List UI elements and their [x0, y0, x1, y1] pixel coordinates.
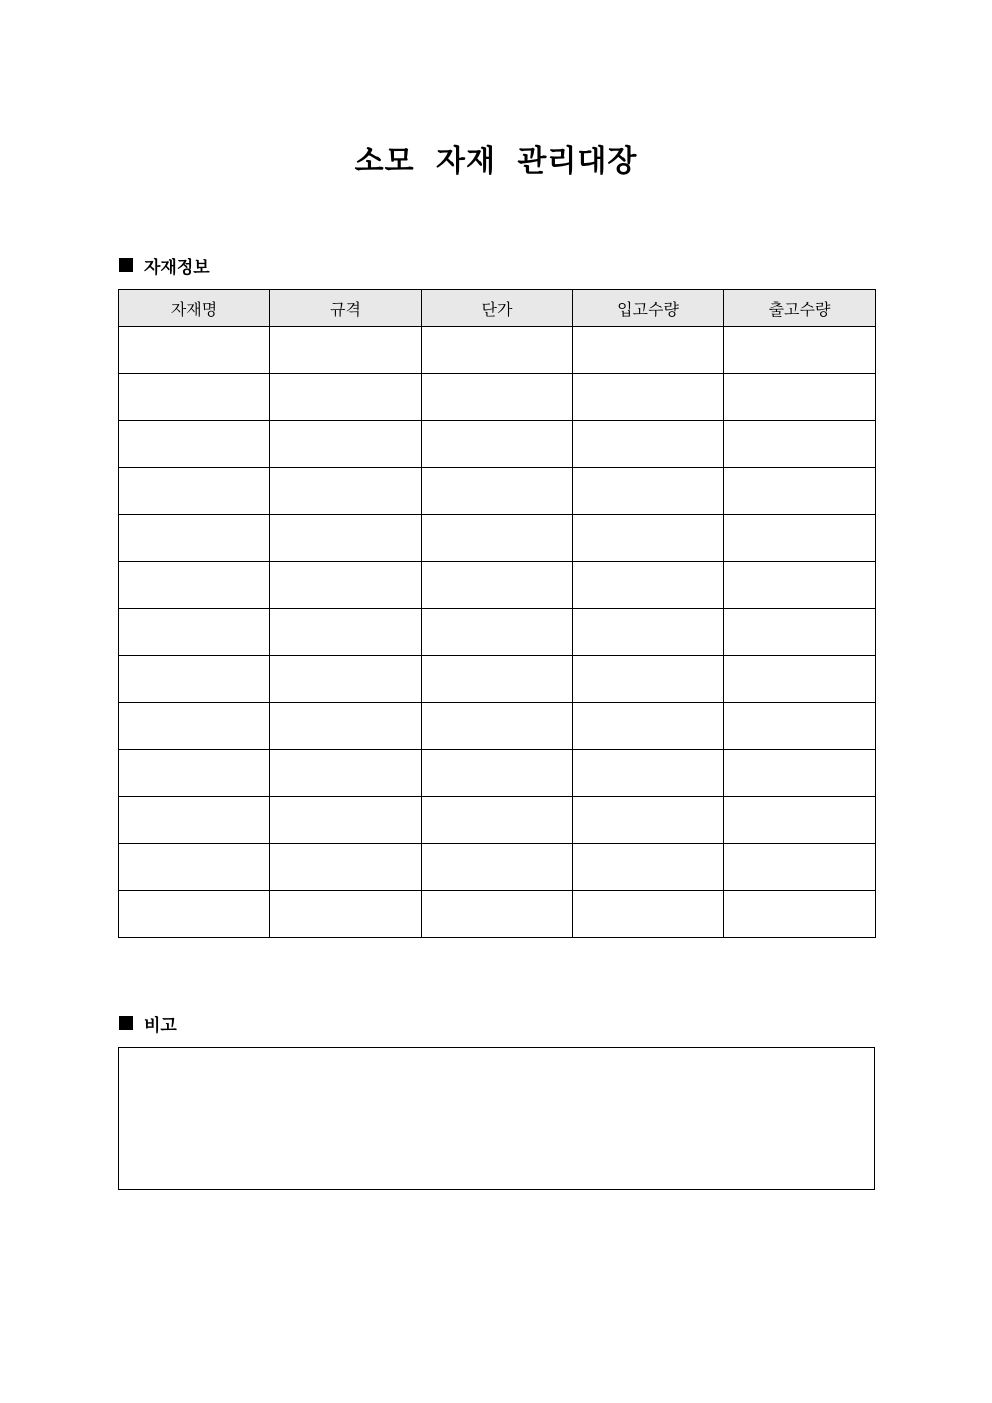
table-header-row: [119, 290, 876, 327]
table-cell[interactable]: [573, 421, 724, 468]
table-cell[interactable]: [573, 562, 724, 609]
table-row: [119, 327, 876, 374]
materials-section-heading: [119, 253, 210, 277]
table-cell[interactable]: [270, 374, 422, 421]
table-cell[interactable]: [422, 750, 573, 797]
table-cell[interactable]: [119, 797, 270, 844]
black-square-icon: [119, 1016, 133, 1030]
column-header-issued-quantity: 출고수량: [724, 290, 876, 327]
table-cell[interactable]: [119, 327, 270, 374]
table-cell[interactable]: [724, 797, 876, 844]
table-cell[interactable]: [724, 374, 876, 421]
table-cell[interactable]: [422, 844, 573, 891]
table-cell[interactable]: [270, 562, 422, 609]
table-cell[interactable]: [119, 374, 270, 421]
materials-table-body: [119, 327, 876, 938]
table-cell[interactable]: [724, 656, 876, 703]
table-cell[interactable]: [573, 374, 724, 421]
table-cell[interactable]: [422, 374, 573, 421]
remarks-section-heading: [119, 1011, 177, 1035]
table-cell[interactable]: [119, 844, 270, 891]
table-cell[interactable]: [573, 656, 724, 703]
table-cell[interactable]: [119, 891, 270, 938]
table-cell[interactable]: [119, 656, 270, 703]
table-cell[interactable]: [573, 468, 724, 515]
table-cell[interactable]: [573, 609, 724, 656]
table-cell[interactable]: [270, 421, 422, 468]
remarks-box[interactable]: [118, 1047, 875, 1190]
table-cell[interactable]: [724, 327, 876, 374]
table-row: [119, 750, 876, 797]
materials-table: [118, 289, 876, 938]
table-cell[interactable]: [270, 656, 422, 703]
table-row: [119, 656, 876, 703]
table-cell[interactable]: [724, 468, 876, 515]
table-cell[interactable]: [270, 750, 422, 797]
table-cell[interactable]: [573, 327, 724, 374]
black-square-icon: [119, 258, 133, 272]
table-cell[interactable]: [119, 609, 270, 656]
table-row: [119, 609, 876, 656]
table-row: [119, 891, 876, 938]
table-cell[interactable]: [119, 750, 270, 797]
table-row: [119, 515, 876, 562]
column-header-unit-price: 단가: [422, 290, 573, 327]
remarks-section-label: 비고: [144, 1015, 177, 1036]
table-cell[interactable]: [422, 562, 573, 609]
table-cell[interactable]: [270, 703, 422, 750]
table-row: [119, 374, 876, 421]
table-cell[interactable]: [422, 891, 573, 938]
table-row: [119, 844, 876, 891]
table-cell[interactable]: [573, 750, 724, 797]
table-cell[interactable]: [119, 703, 270, 750]
table-cell[interactable]: [422, 421, 573, 468]
table-cell[interactable]: [724, 703, 876, 750]
table-cell[interactable]: [573, 703, 724, 750]
materials-section-label: 자재정보: [144, 257, 210, 278]
table-cell[interactable]: [724, 844, 876, 891]
table-cell[interactable]: [270, 891, 422, 938]
table-cell[interactable]: [573, 844, 724, 891]
table-cell[interactable]: [270, 327, 422, 374]
table-row: [119, 797, 876, 844]
table-cell[interactable]: [119, 468, 270, 515]
table-cell[interactable]: [270, 609, 422, 656]
table-row: [119, 468, 876, 515]
table-cell[interactable]: [270, 468, 422, 515]
table-cell[interactable]: [270, 844, 422, 891]
table-cell[interactable]: [724, 562, 876, 609]
table-cell[interactable]: [422, 797, 573, 844]
column-header-specification: 규격: [270, 290, 422, 327]
table-cell[interactable]: [422, 515, 573, 562]
table-cell[interactable]: [270, 797, 422, 844]
table-row: [119, 703, 876, 750]
table-cell[interactable]: [724, 609, 876, 656]
table-cell[interactable]: [119, 515, 270, 562]
table-cell[interactable]: [270, 515, 422, 562]
table-cell[interactable]: [573, 797, 724, 844]
table-cell[interactable]: [422, 468, 573, 515]
table-cell[interactable]: [724, 515, 876, 562]
table-cell[interactable]: [573, 515, 724, 562]
table-cell[interactable]: [724, 421, 876, 468]
table-cell[interactable]: [724, 750, 876, 797]
column-header-received-quantity: 입고수량: [573, 290, 724, 327]
table-row: [119, 421, 876, 468]
table-cell[interactable]: [573, 891, 724, 938]
table-cell[interactable]: [724, 891, 876, 938]
column-header-material-name: 자재명: [119, 290, 270, 327]
table-cell[interactable]: [422, 609, 573, 656]
table-cell[interactable]: [422, 656, 573, 703]
table-cell[interactable]: [422, 703, 573, 750]
table-cell[interactable]: [422, 327, 573, 374]
page-title: 소모 자재 관리대장: [354, 144, 638, 179]
table-cell[interactable]: [119, 562, 270, 609]
table-cell[interactable]: [119, 421, 270, 468]
table-row: [119, 562, 876, 609]
